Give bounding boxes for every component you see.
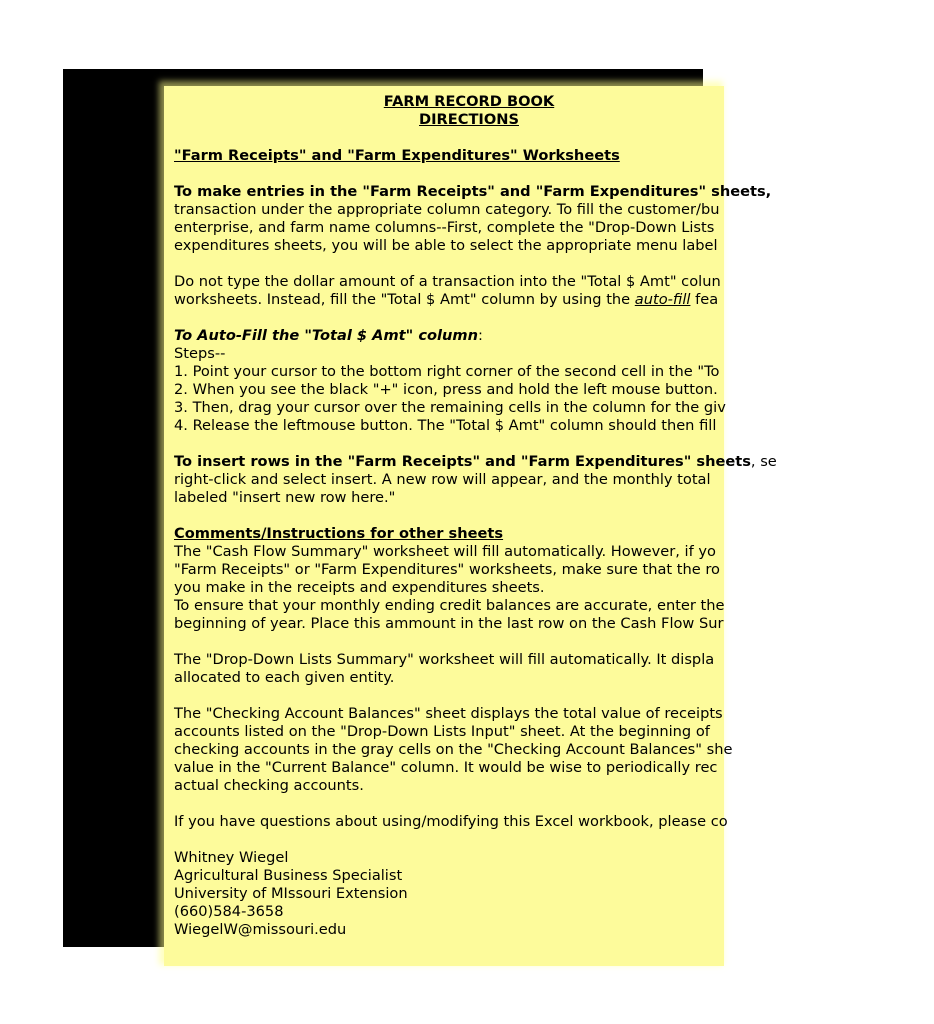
dropdown-line-1: The "Drop-Down Lists Summary" worksheet will fill automatically. It displa [174,651,715,668]
spacer [174,687,934,705]
entries-intro: To make entries in the "Farm Receipts" and "Farm Expenditures" sheets, [174,183,772,200]
entries-line-4: expenditures sheets, you will be able to select the appropriate menu label [174,237,718,254]
step-2: 2. When you see the black "+" icon, press and hold the left mouse button. [174,381,718,398]
spacer [174,507,934,525]
checking-line-4: value in the "Current Balance" column. It would be wise to periodically rec [174,759,718,776]
step-4: 4. Release the leftmouse button. The "Total $ Amt" column should then fill [174,417,717,434]
comments-heading: Comments/Instructions for other sheets [174,525,504,542]
contact-role: Agricultural Business Specialist [174,867,403,884]
contact-organization: University of MIssouri Extension [174,885,408,902]
directions-sheet [164,86,777,966]
step-3: 3. Then, drag your cursor over the remaining cells in the column for the giv [174,399,726,416]
dropdown-line-2: allocated to each given entity. [174,669,395,686]
directions-content [174,93,934,939]
spacer [174,309,934,327]
contact-name: Whitney Wiegel [174,849,289,866]
checking-line-3: checking accounts in the gray cells on the "Checking Account Balances" she [174,741,733,758]
document-frame [63,69,777,947]
insert-heading: To insert rows in the "Farm Receipts" and "Farm Expenditures" sheets [174,453,751,470]
entries-line-3: enterprise, and farm name columns--First, complete the "Drop-Down Lists [174,219,715,236]
spacer [174,435,934,453]
autofill-heading-text: To Auto-Fill the "Total $ Amt" column [174,327,478,344]
amount-line-2 [174,291,934,309]
contact-phone: (660)584-3658 [174,903,284,920]
step-1: 1. Point your cursor to the bottom right corner of the second cell in the "To [174,363,720,380]
entries-line-2: transaction under the appropriate column category. To fill the customer/bu [174,201,720,218]
amount-line-2-pre: worksheets. Instead, fill the "Total $ Amt" column by using the [174,291,635,308]
comments-line-5: beginning of year. Place this ammount in the last row on the Cash Flow Sur [174,615,724,632]
auto-fill-term: auto-fill [634,291,691,308]
steps-label: Steps-- [174,345,226,362]
spacer [174,255,934,273]
autofill-heading [174,327,934,345]
spacer [174,633,934,651]
worksheets-heading: "Farm Receipts" and "Farm Expenditures" Worksheets [174,147,620,164]
checking-line-2: accounts listed on the "Drop-Down Lists Input" sheet. At the beginning of [174,723,710,740]
spacer [174,129,934,147]
checking-line-5: actual checking accounts. [174,777,364,794]
insert-line-2: right-click and select insert. A new row will appear, and the monthly total [174,471,711,488]
insert-line-3: labeled "insert new row here." [174,489,396,506]
comments-line-3: you make in the receipts and expenditures sheets. [174,579,545,596]
title-line-2: DIRECTIONS [419,111,519,128]
autofill-heading-colon: : [478,327,483,344]
spacer [174,795,934,813]
insert-line-1-rest: , se [750,453,777,470]
insert-line-1 [174,453,934,471]
comments-line-4: To ensure that your monthly ending credit balances are accurate, enter the [174,597,725,614]
questions-line: If you have questions about using/modifying this Excel workbook, please co [174,813,728,830]
checking-line-1: The "Checking Account Balances" sheet displays the total value of receipts [174,705,723,722]
spacer [174,165,934,183]
title-line-1: FARM RECORD BOOK [383,93,555,110]
amount-line-2-post: fea [690,291,719,308]
contact-email: WiegelW@missouri.edu [174,921,347,938]
comments-line-2: "Farm Receipts" or "Farm Expenditures" worksheets, make sure that the ro [174,561,720,578]
comments-line-1: The "Cash Flow Summary" worksheet will fill automatically. However, if yo [174,543,716,560]
spacer [174,831,934,849]
amount-line-1: Do not type the dollar amount of a transaction into the "Total $ Amt" colun [174,273,721,290]
